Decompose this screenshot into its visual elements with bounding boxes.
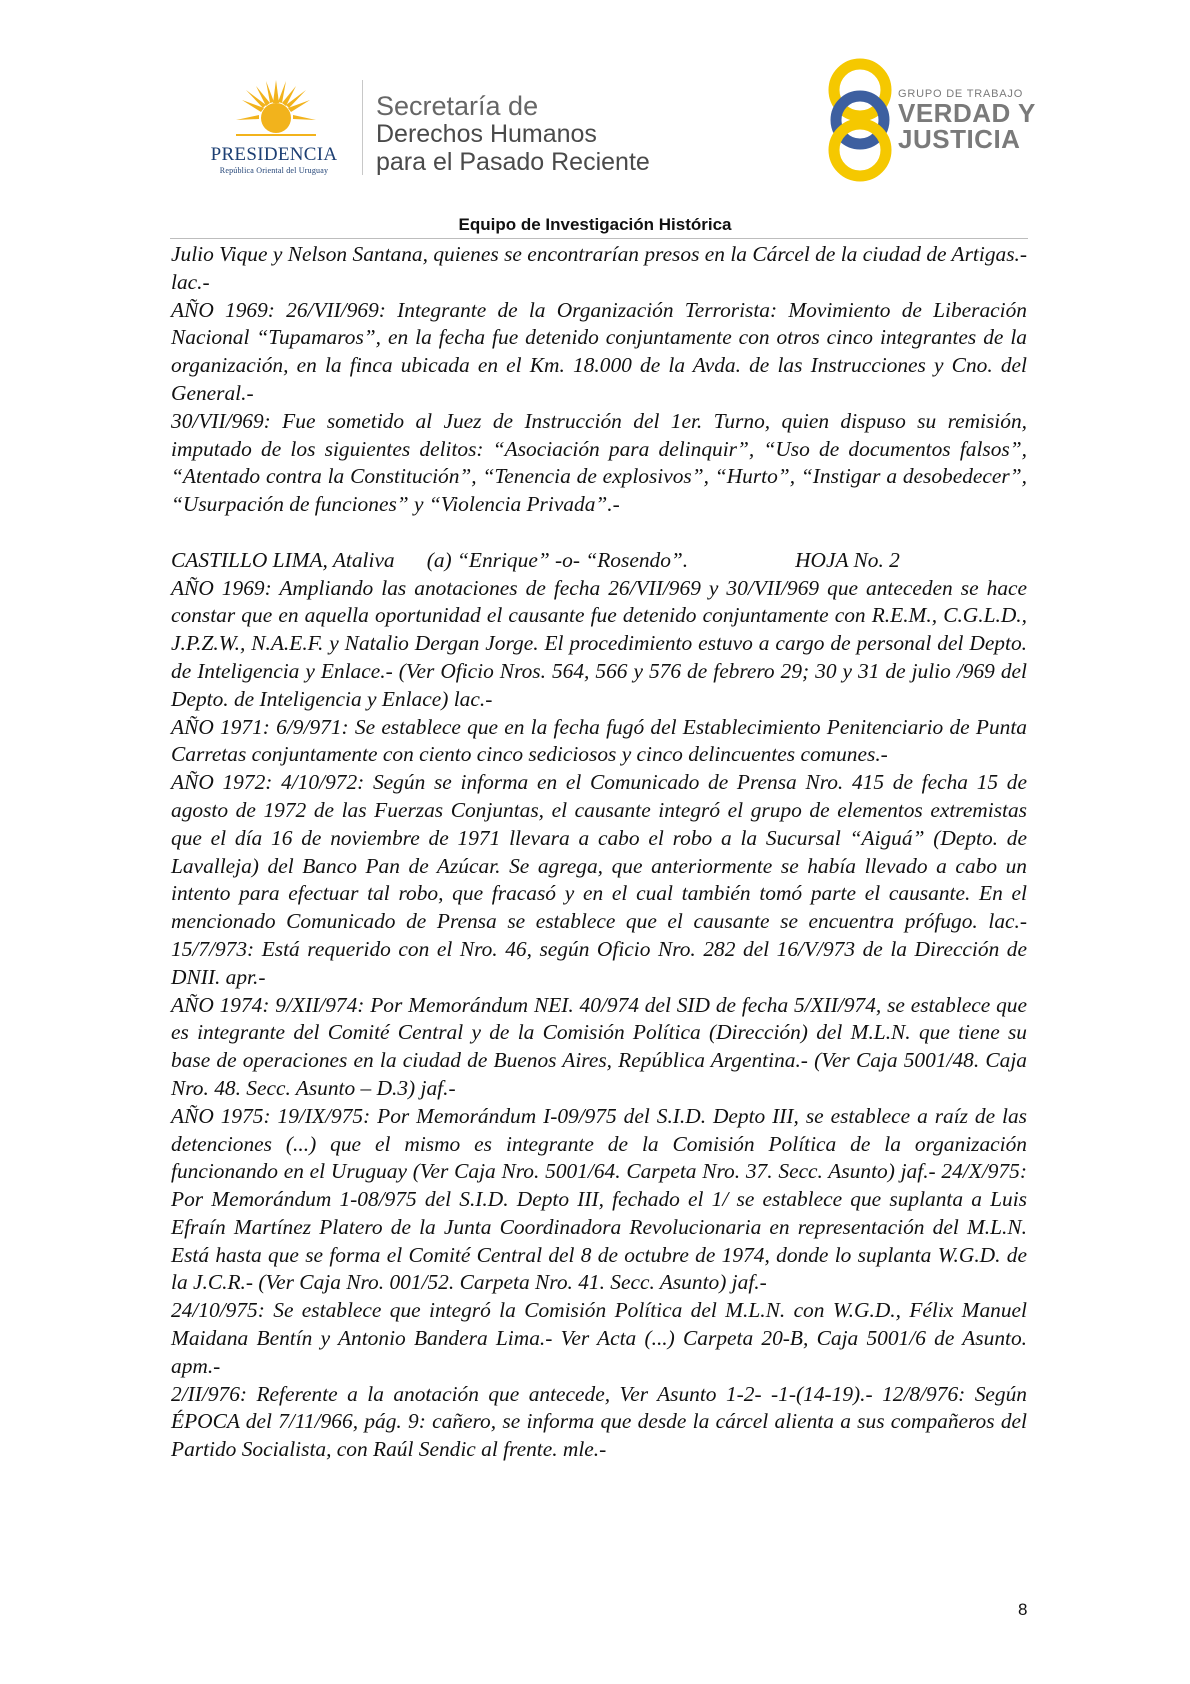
logo-divider — [362, 80, 363, 175]
secretaria-line-2: Derechos Humanos — [376, 120, 597, 148]
paragraph: AÑO 1975: 19/IX/975: Por Memorándum I-09/975 del S.I.D. Depto III, se establece a raíz de las detenciones (...) que el mismo es integrante de la Comisión Política de la organización funcionando en el Uruguay (Ver Caja Nro. 5001/64. Carpeta Nro. 37. Secc. Asunto) jaf.- 24/X/975: Por Memorándum 1-08/975 del S.I.D. Depto III, fechado el 1/ se establece que suplanta a Luis Efraín Martínez Platero de la Junta Coordinadora Revolucionaria en representación del M.L.N. Está hasta que se forma el Comité Central del 8 de octubre de 1974, donde lo suplanta W.G.D. de la J.C.R.- (Ver Caja Nro. 001/52. Carpeta Nro. 41. Secc. Asunto) jaf.- — [171, 1103, 1027, 1295]
paragraph: AÑO 1969: 26/VII/969: Integrante de la Organización Terrorista: Movimiento de Liberación Nacional “Tupamaros”, en la fecha fue detenido conjuntamente con otros cinco integrantes de la organización, en la finca ubicada en el Km. 18.000 de la Avda. de las Instrucciones y Cno. del General.- — [171, 297, 1027, 405]
secretaria-wordmark — [376, 92, 650, 176]
rings-icon — [822, 58, 902, 183]
page-number: 8 — [1018, 1600, 1028, 1619]
paragraph: Julio Vique y Nelson Santana, quienes se encontrarían presos en la Cárcel de la ciudad de Artigas.-lac.- — [171, 242, 1027, 294]
sun-icon — [236, 78, 316, 144]
presidencia-subtitle: República Oriental del Uruguay — [219, 166, 329, 175]
verdad-justicia-logo — [822, 58, 1062, 183]
paragraph: 24/10/975: Se establece que integró la Comisión Política del M.L.N. con W.G.D., Félix Manuel Maidana Bentín y Antonio Bandera Lima.- Ver Acta (...) Carpeta 20-B, Caja 5001/6 de Asunto. apm.- — [171, 1298, 1027, 1378]
paragraph: 30/VII/969: Fue sometido al Juez de Instrucción del 1er. Turno, quien dispuso su remisión, imputado de los siguientes delitos: “Asociación para delinquir”, “Uso de documentos falsos”, “Atentado contra la Constitución”, “Tenencia de explosivos”, “Hurto”, “Instigar a desobedecer”, “Usurpación de funciones” y “Violencia Privada”.- — [171, 408, 1027, 517]
record-header: CASTILLO LIMA, Ataliva (a) “Enrique” -o- “Rosendo”. HOJA No. 2 — [171, 547, 900, 572]
gt-line-2: VERDAD Y — [898, 98, 1036, 128]
gt-line-1: GRUPO DE TRABAJO — [898, 88, 1024, 100]
team-title: Equipo de Investigación Histórica — [458, 215, 732, 234]
presidencia-logo — [198, 78, 350, 178]
document-body — [171, 241, 1027, 1464]
secretaria-line-1: Secretaría de — [376, 91, 539, 121]
gt-line-3: JUSTICIA — [898, 124, 1021, 154]
paragraph: AÑO 1972: 4/10/972: Según se informa en el Comunicado de Prensa Nro. 415 de fecha 15 de agosto de 1972 de las Fuerzas Conjuntas, el causante integró el grupo de elementos extremistas que el día 16 de noviembre de 1971 llevara a cabo el robo a la Sucursal “Aiguá” (Depto. de Lavalleja) del Banco Pan de Azúcar. Se agrega, que anteriormente se había llevado a cabo un intento para efectuar tal robo, que fracasó y en el cual también tomó parte el causante. En el mencionado Comunicado de Prensa se establece que el causante se encuentra prófugo. lac.- 15/7/973: Está requerido con el Nro. 46, según Oficio Nro. 282 del 16/V/973 de la Dirección de DNII. apr.- — [171, 770, 1027, 989]
presidencia-wordmark: PRESIDENCIA — [210, 144, 338, 165]
paragraph: AÑO 1971: 6/9/971: Se establece que en la fecha fugó del Establecimiento Penitenciario de Punta Carretas conjuntamente con ciento cinco sediciosos y cinco delincuentes comunes.- — [171, 714, 1027, 767]
blank-line — [171, 519, 1027, 547]
paragraph: AÑO 1969: Ampliando las anotaciones de fecha 26/VII/969 y 30/VII/969 que anteceden se hace constar que en aquella oportunidad el causante fue detenido conjuntamente con R.E.M., C.G.L.D., J.P.Z.W., N.A.E.F. y Natalio Dergan Jorge. El procedimiento estuvo a cargo de personal del Depto. de Inteligencia y Enlace.- (Ver Oficio Nros. 564, 566 y 576 de febrero 29; 30 y 31 de julio /969 del Depto. de Inteligencia y Enlace) lac.- — [171, 575, 1027, 711]
secretaria-line-3: para el Pasado Reciente — [376, 148, 650, 176]
paragraph: 2/II/976: Referente a la anotación que antecede, Ver Asunto 1-2- -1-(14-19).- 12/8/976: Según ÉPOCA del 7/11/966, pág. 9: cañero, se informa que desde la cárcel alienta a sus compañeros del Partido Socialista, con Raúl Sendic al frente. mle.- — [171, 1381, 1027, 1462]
header-rule — [170, 238, 1028, 239]
verdad-justicia-wordmark — [898, 88, 1036, 152]
paragraph: AÑO 1974: 9/XII/974: Por Memorándum NEI. 40/974 del SID de fecha 5/XII/974, se establece que es integrante del Comité Central y de la Comisión Política (Dirección) del M.L.N. que tiene su base de operaciones en la ciudad de Buenos Aires, República Argentina.- (Ver Caja 5001/48. Caja Nro. 48. Secc. Asunto – D.3) jaf.- — [171, 992, 1027, 1100]
letterhead — [0, 0, 1190, 225]
